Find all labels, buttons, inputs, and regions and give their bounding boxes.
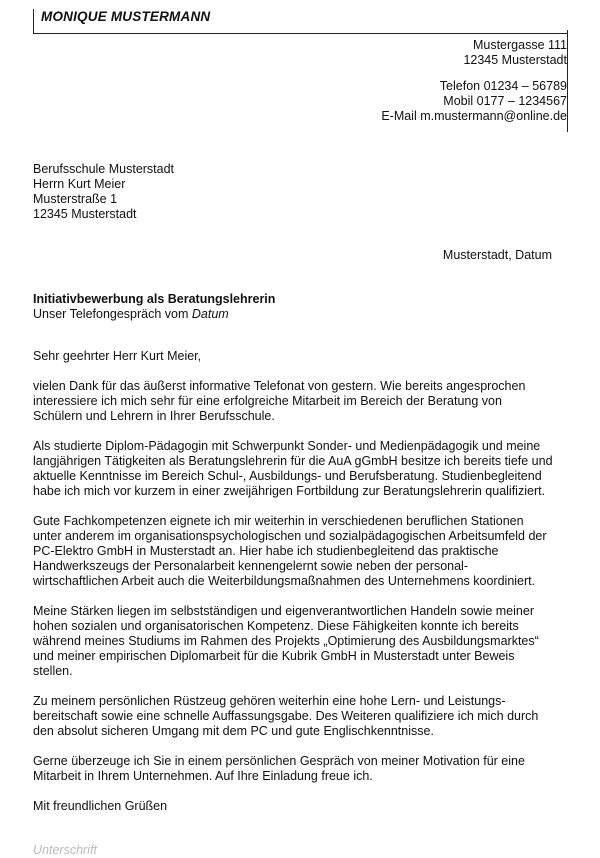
recipient-company: Berufsschule Musterstadt xyxy=(33,162,175,176)
recipient-city: 12345 Musterstadt xyxy=(33,207,137,221)
recipient-street: Musterstraße 1 xyxy=(33,192,118,206)
subject-reference-date: Datum xyxy=(191,307,229,321)
header-rule xyxy=(567,30,568,132)
body-paragraph: Gerne überzeuge ich Sie in einem persönlichen Gespräch von meiner Motivation für eine Mitarbeit in Ihrem Unternehmen. Auf Ihre Einladung freue ich. xyxy=(33,754,525,783)
recipient-person: Herrn Kurt Meier xyxy=(33,177,126,191)
sender-address-block xyxy=(381,38,567,124)
closing: Mit freundlichen Grüßen xyxy=(33,799,168,813)
sender-phone: Telefon 01234 – 56789 xyxy=(439,79,567,93)
body-paragraph: Zu meinem persönlichen Rüstzeug gehören weiterhin eine hohe Lern- und Leistungs-bereitschaft sowie eine schnelle Auffassungsgabe. Des Weiteren qualifiziere ich mich durch den absolut sicheren Umgang mit dem PC und gute Englischkenntnisse. xyxy=(33,694,539,738)
salutation: Sehr geehrter Herr Kurt Meier, xyxy=(33,349,202,363)
body-paragraph: Meine Stärken liegen im selbstständigen und eigenverantwortlichen Handeln sowie meiner hohen sozialen und organisatorischen Kompetenz. Diese Fähigkeiten konnte ich bereits während meines Studiums im Rahmen des Projekts „Optimierung des Ausbildungsmarktes“ und meiner empirischen Diplomarbeit für die Kubrik GmbH in Musterstadt unter Beweis stellen. xyxy=(33,604,539,678)
body-paragraph: Gute Fachkompetenzen eignete ich mir weiterhin in verschiedenen beruflichen Stationen unter anderem im organisationspsychologischen und sozialpädagogischen Arbeitsumfeld der PC-Elektro GmbH in Musterstadt an. Hier habe ich studienbegleitend das praktische Handwerkszeugs der Personalarbeit kennengelernt sowie neben der personal-wirtschaftlichen Arbeit auch die Weiterbildungsmaßnahmen des Unternehmens koordiniert. xyxy=(33,514,547,588)
signature-placeholder: Unterschrift xyxy=(33,843,97,857)
sender-name-header: MONIQUE MUSTERMANN xyxy=(33,9,568,34)
sender-email: E-Mail m.mustermann@online.de xyxy=(381,109,567,123)
letter-body xyxy=(33,349,553,829)
sender-mobile: Mobil 0177 – 1234567 xyxy=(443,94,567,108)
subject-reference-prefix: Unser Telefongespräch vom xyxy=(33,307,192,321)
subject-title: Initiativbewerbung als Beratungslehrerin xyxy=(33,292,276,306)
body-paragraph: Als studierte Diplom-Pädagogin mit Schwerpunkt Sonder- und Medienpädagogik und meine langjährigen Tätigkeiten als Beratungslehrerin für die AuA gGmbH besitze ich bereits tiefe und aktuelle Kenntnisse im Bereich Schul-, Ausbildungs- und Berufsberatung. Studienbegleitend habe ich mich vor kurzem in einer zweijährigen Fortbildung zur Beratungslehrerin qualifiziert. xyxy=(33,439,553,498)
recipient-address-block xyxy=(33,162,174,222)
subject-reference xyxy=(33,307,275,322)
subject-block xyxy=(33,292,275,322)
sender-street: Mustergasse 111 xyxy=(472,38,567,52)
body-paragraph: vielen Dank für das äußerst informative Telefonat von gestern. Wie bereits angesprochen interessiere ich mich sehr für eine erfolgreiche Mitarbeit im Bereich der Beratung von Schülern und Lehrern in Ihrer Berufsschule. xyxy=(33,379,526,423)
letter-date: Musterstadt, Datum xyxy=(442,248,552,262)
sender-city: 12345 Musterstadt xyxy=(463,53,567,67)
